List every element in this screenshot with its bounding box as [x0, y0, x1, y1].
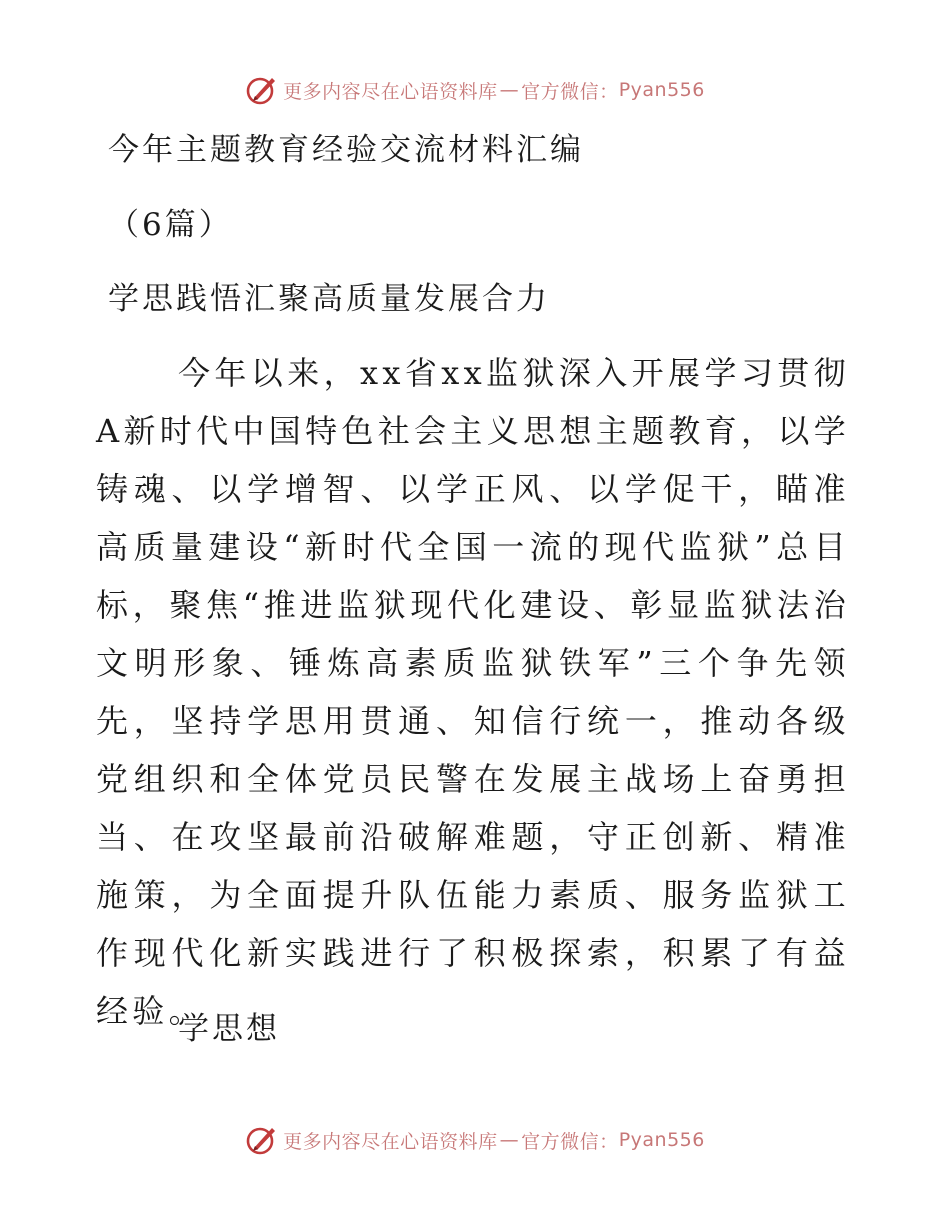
document-count: （6篇）: [108, 207, 233, 243]
watermark-account: Pyan556: [618, 79, 705, 101]
quill-pen-circle-icon: [245, 1123, 279, 1157]
watermark-suffix: 官方微信：: [521, 80, 619, 103]
watermark-footer: [0, 1120, 950, 1160]
watermark-account: Pyan556: [618, 1129, 705, 1151]
subheading: 学思想: [178, 1011, 280, 1047]
watermark-suffix: 官方微信：: [521, 1130, 619, 1153]
document-title: 今年主题教育经验交流材料汇编: [108, 132, 584, 168]
watermark-text: 更多内容尽在心语资料库: [283, 1130, 498, 1153]
watermark-header: [0, 70, 950, 110]
watermark-text: 更多内容尽在心语资料库: [283, 80, 498, 103]
watermark-separator: —: [499, 1129, 520, 1151]
quill-pen-circle-icon: [245, 73, 279, 107]
watermark-separator: —: [499, 79, 520, 101]
body-paragraph: 今年以来，xx省xx监狱深入开展学习贯彻A新时代中国特色社会主义思想主题教育，以学铸魂、以学增智、以学正风、以学促干，瞄准高质量建设“新时代全国一流的现代监狱”总目标，聚焦“推进监狱现代化建设、彰显监狱法治文明形象、锤炼高素质监狱铁军”三个争先领先，坚持学思用贯通、知信行统一，推动各级党组织和全体党员民警在发展主战场上奋勇担当、在攻坚最前沿破解难题，守正创新、精准施策，为全面提升队伍能力素质、服务监狱工作现代化新实践进行了积极探索，积累了有益经验。: [96, 354, 850, 1030]
section-title: 学思践悟汇聚高质量发展合力: [108, 281, 550, 317]
